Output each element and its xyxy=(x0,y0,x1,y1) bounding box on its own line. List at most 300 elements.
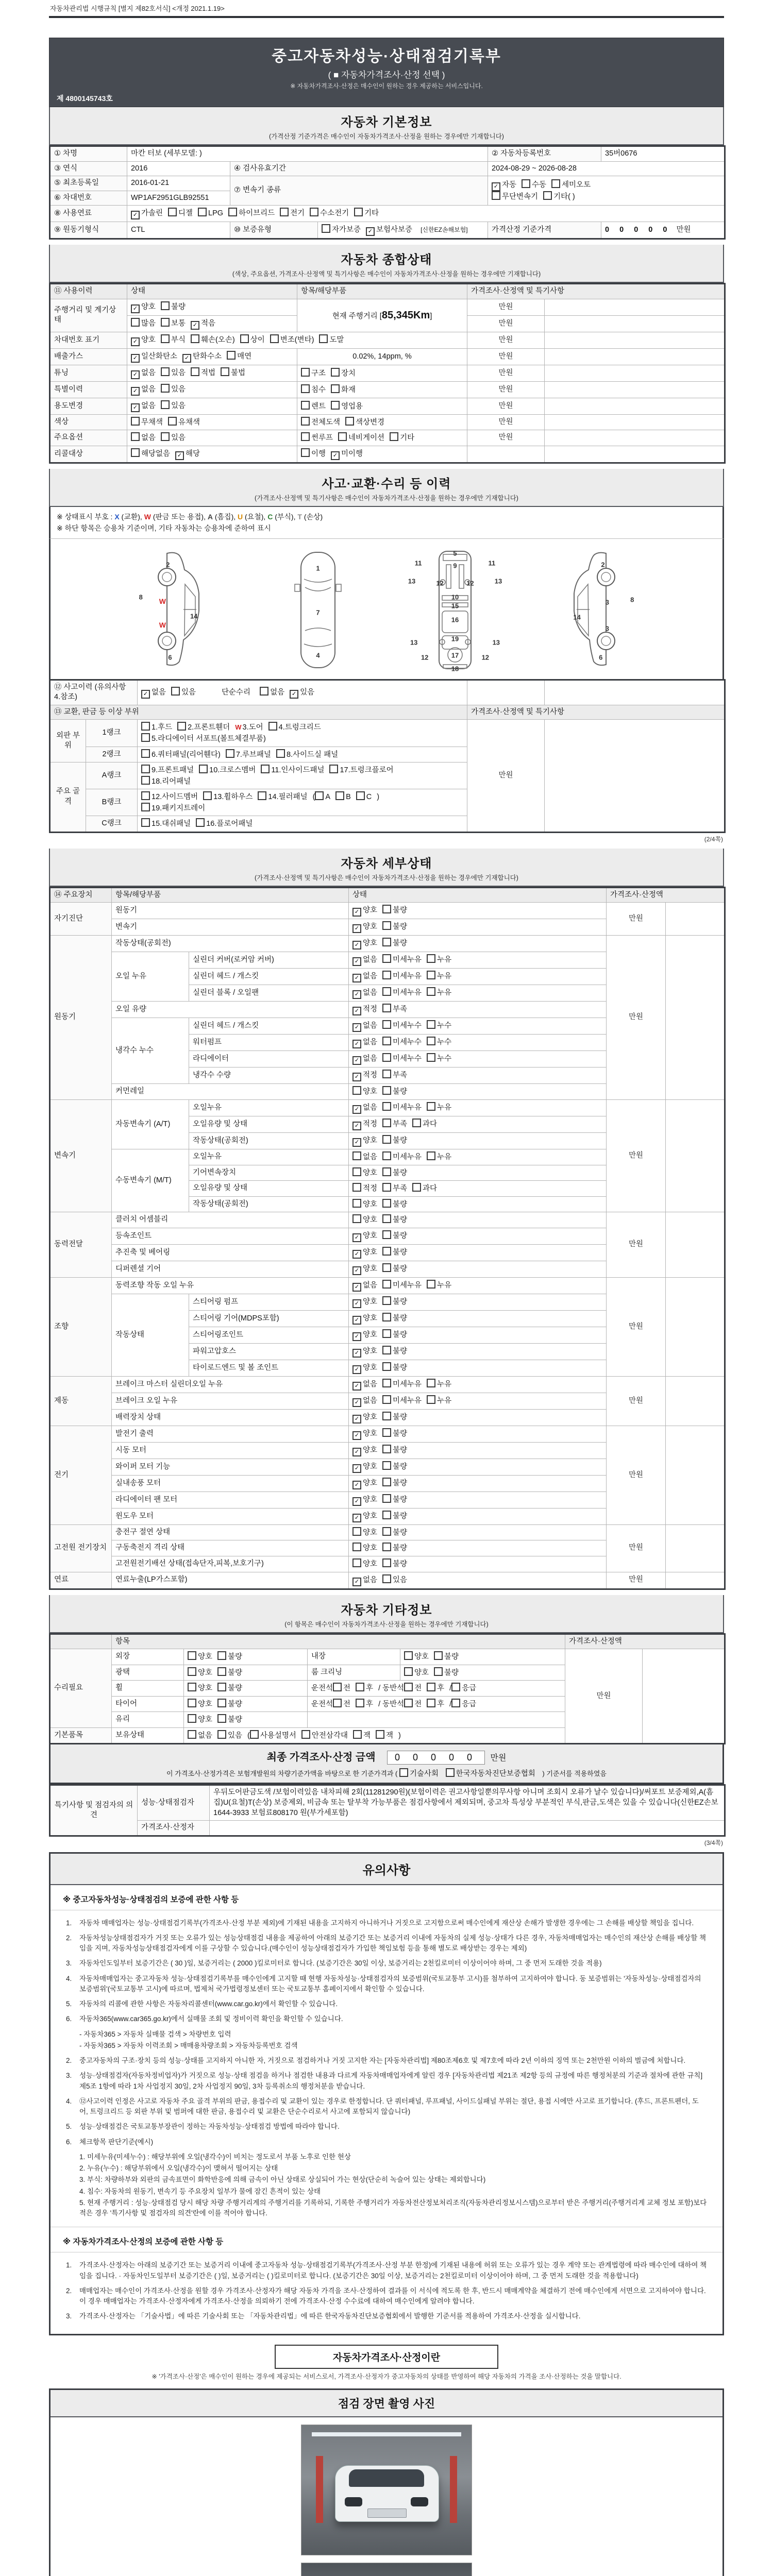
checkbox-option[interactable] xyxy=(188,1730,212,1741)
checkbox-option[interactable] xyxy=(382,1020,422,1031)
checkbox-option[interactable] xyxy=(352,939,377,950)
checkbox-option[interactable] xyxy=(240,334,265,346)
checkbox-option[interactable] xyxy=(301,368,326,379)
checkbox-icon[interactable] xyxy=(301,384,310,393)
checkbox-option[interactable] xyxy=(141,818,191,829)
checkbox-checked-icon[interactable]: ✓ xyxy=(352,1332,361,1341)
checkbox-option[interactable] xyxy=(352,1347,377,1358)
checkbox-option[interactable] xyxy=(141,791,198,803)
checkbox-checked-icon[interactable]: ✓ xyxy=(182,354,191,363)
checkbox-checked-icon[interactable]: ✓ xyxy=(352,1349,361,1358)
checkbox-option[interactable] xyxy=(354,208,379,219)
checkbox-option[interactable] xyxy=(382,921,407,933)
checkbox-option[interactable] xyxy=(382,1230,407,1242)
checkbox-option[interactable] xyxy=(312,791,331,803)
checkbox-option[interactable] xyxy=(352,1495,377,1506)
checkbox-checked-icon[interactable]: ✓ xyxy=(352,1073,361,1081)
checkbox-icon[interactable] xyxy=(226,749,234,758)
checkbox-option[interactable] xyxy=(382,1135,407,1146)
checkbox-option[interactable] xyxy=(203,791,253,803)
checkbox-option[interactable] xyxy=(427,1151,451,1163)
checkbox-option[interactable] xyxy=(412,1183,437,1194)
checkbox-option[interactable] xyxy=(543,191,575,202)
checkbox-icon[interactable] xyxy=(404,1699,413,1707)
checkbox-option[interactable] xyxy=(382,1574,407,1586)
checkbox-icon[interactable] xyxy=(268,722,277,731)
checkbox-checked-icon[interactable]: ✓ xyxy=(131,354,140,363)
checkbox-icon[interactable] xyxy=(141,791,150,800)
checkbox-option[interactable] xyxy=(382,1263,407,1275)
checkbox-option[interactable] xyxy=(356,1699,373,1710)
checkbox-icon[interactable] xyxy=(161,432,170,441)
checkbox-icon[interactable] xyxy=(188,1651,196,1660)
checkbox-checked-icon[interactable]: ✓ xyxy=(290,690,298,699)
checkbox-icon[interactable] xyxy=(434,1667,443,1676)
checkbox-checked-icon[interactable]: ✓ xyxy=(352,957,361,966)
checkbox-option[interactable] xyxy=(331,384,356,396)
checkbox-option[interactable] xyxy=(260,687,284,698)
checkbox-option[interactable] xyxy=(226,749,271,760)
checkbox-option[interactable] xyxy=(382,1313,407,1324)
checkbox-checked-icon[interactable]: ✓ xyxy=(492,182,500,191)
checkbox-option[interactable] xyxy=(427,1379,451,1390)
checkbox-icon[interactable] xyxy=(427,1280,435,1289)
checkbox-icon[interactable] xyxy=(131,448,140,457)
checkbox-option[interactable] xyxy=(434,1667,459,1679)
checkbox-icon[interactable] xyxy=(427,1699,435,1707)
checkbox-option[interactable] xyxy=(227,351,251,362)
checkbox-option[interactable] xyxy=(352,1199,377,1210)
checkbox-option[interactable] xyxy=(382,1004,407,1015)
checkbox-option[interactable] xyxy=(382,1543,407,1554)
checkbox-option[interactable] xyxy=(382,1199,407,1210)
checkbox-option[interactable] xyxy=(171,687,196,698)
checkbox-checked-icon[interactable]: ✓ xyxy=(352,1398,361,1407)
checkbox-icon[interactable] xyxy=(382,987,391,996)
checkbox-icon[interactable] xyxy=(382,1412,391,1420)
checkbox-option[interactable] xyxy=(382,1511,407,1522)
checkbox-option[interactable] xyxy=(382,1445,407,1456)
checkbox-option[interactable] xyxy=(382,1527,407,1538)
checkbox-option[interactable] xyxy=(376,1730,393,1741)
checkbox-icon[interactable] xyxy=(168,208,177,216)
checkbox-icon[interactable] xyxy=(270,334,279,343)
checkbox-option[interactable] xyxy=(427,1020,451,1031)
checkbox-checked-icon[interactable]: ✓ xyxy=(131,211,140,219)
checkbox-icon[interactable] xyxy=(382,1053,391,1062)
checkbox-checked-icon[interactable]: ✓ xyxy=(352,1023,361,1032)
checkbox-icon[interactable] xyxy=(217,1714,226,1723)
checkbox-icon[interactable] xyxy=(382,954,391,963)
checkbox-icon[interactable] xyxy=(382,1494,391,1503)
checkbox-icon[interactable] xyxy=(382,921,391,930)
checkbox-option[interactable] xyxy=(427,971,451,982)
checkbox-option[interactable] xyxy=(366,225,412,236)
checkbox-icon[interactable] xyxy=(198,208,207,216)
checkbox-icon[interactable] xyxy=(382,1346,391,1354)
checkbox-icon[interactable] xyxy=(345,417,354,426)
checkbox-option[interactable] xyxy=(382,1247,407,1258)
checkbox-checked-icon[interactable]: ✓ xyxy=(352,1431,361,1440)
checkbox-option[interactable] xyxy=(352,1527,377,1538)
checkbox-option[interactable] xyxy=(352,1429,377,1440)
checkbox-icon[interactable] xyxy=(217,1667,226,1676)
checkbox-option[interactable] xyxy=(404,1683,422,1694)
checkbox-option[interactable] xyxy=(427,1683,444,1694)
checkbox-checked-icon[interactable]: ✓ xyxy=(131,337,140,346)
checkbox-checked-icon[interactable]: ✓ xyxy=(352,1497,361,1506)
checkbox-checked-icon[interactable]: ✓ xyxy=(352,1250,361,1259)
checkbox-icon[interactable] xyxy=(335,791,344,800)
checkbox-icon[interactable] xyxy=(382,1543,391,1551)
checkbox-option[interactable] xyxy=(352,1446,377,1456)
checkbox-icon[interactable] xyxy=(131,318,140,327)
checkbox-checked-icon[interactable]: ✓ xyxy=(352,1464,361,1473)
checkbox-checked-icon[interactable]: ✓ xyxy=(131,403,140,412)
checkbox-checked-icon[interactable]: ✓ xyxy=(352,1040,361,1048)
checkbox-icon[interactable] xyxy=(301,417,310,426)
checkbox-option[interactable] xyxy=(382,1329,407,1341)
checkbox-option[interactable] xyxy=(141,733,266,744)
checkbox-option[interactable] xyxy=(551,179,591,191)
checkbox-option[interactable] xyxy=(352,1479,377,1489)
checkbox-option[interactable] xyxy=(217,1651,242,1663)
checkbox-icon[interactable] xyxy=(352,1527,361,1536)
checkbox-checked-icon[interactable]: ✓ xyxy=(352,974,361,982)
checkbox-option[interactable] xyxy=(352,1264,377,1275)
checkbox-icon[interactable] xyxy=(352,1558,361,1567)
checkbox-checked-icon[interactable]: ✓ xyxy=(352,1007,361,1015)
checkbox-option[interactable] xyxy=(191,334,235,346)
checkbox-checked-icon[interactable]: ✓ xyxy=(352,1481,361,1489)
checkbox-icon[interactable] xyxy=(382,1151,391,1160)
checkbox-icon[interactable] xyxy=(551,179,560,188)
checkbox-option[interactable] xyxy=(199,765,256,776)
checkbox-icon[interactable] xyxy=(333,1683,342,1691)
checkbox-icon[interactable] xyxy=(382,1102,391,1111)
checkbox-icon[interactable] xyxy=(352,1183,361,1192)
checkbox-checked-icon[interactable]: ✓ xyxy=(352,1415,361,1423)
checkbox-icon[interactable] xyxy=(191,367,199,376)
checkbox-icon[interactable] xyxy=(171,687,180,696)
checkbox-icon[interactable] xyxy=(382,1263,391,1272)
checkbox-icon[interactable] xyxy=(382,1247,391,1256)
checkbox-option[interactable] xyxy=(352,1512,377,1522)
checkbox-icon[interactable] xyxy=(199,765,208,773)
checkbox-icon[interactable] xyxy=(217,1651,226,1660)
checkbox-option[interactable] xyxy=(161,384,186,395)
checkbox-option[interactable] xyxy=(352,1151,377,1163)
checkbox-icon[interactable] xyxy=(382,1527,391,1536)
checkbox-option[interactable] xyxy=(352,1543,377,1554)
checkbox-option[interactable] xyxy=(261,765,324,776)
checkbox-option[interactable] xyxy=(217,1730,242,1741)
checkbox-icon[interactable] xyxy=(329,765,338,773)
checkbox-icon[interactable] xyxy=(188,1667,196,1676)
checkbox-option[interactable] xyxy=(382,1428,407,1439)
checkbox-option[interactable] xyxy=(141,722,172,733)
checkbox-option[interactable] xyxy=(427,1037,451,1048)
checkbox-option[interactable] xyxy=(492,191,538,202)
checkbox-option[interactable] xyxy=(268,722,321,733)
checkbox-option[interactable] xyxy=(131,368,156,379)
checkbox-icon[interactable] xyxy=(203,791,212,800)
checkbox-option[interactable] xyxy=(352,1231,377,1242)
checkbox-icon[interactable] xyxy=(228,208,237,216)
checkbox-icon[interactable] xyxy=(356,1699,364,1707)
checkbox-option[interactable] xyxy=(352,1558,377,1570)
checkbox-option[interactable] xyxy=(382,1494,407,1505)
checkbox-option[interactable] xyxy=(382,1070,407,1081)
checkbox-icon[interactable] xyxy=(404,1683,413,1691)
checkbox-option[interactable] xyxy=(131,318,156,329)
checkbox-option[interactable] xyxy=(217,1667,242,1679)
checkbox-icon[interactable] xyxy=(382,1362,391,1371)
checkbox-option[interactable] xyxy=(141,803,205,814)
checkbox-option[interactable] xyxy=(161,432,186,444)
checkbox-option[interactable] xyxy=(352,988,377,999)
checkbox-option[interactable] xyxy=(131,209,163,219)
checkbox-option[interactable] xyxy=(382,1558,407,1570)
checkbox-option[interactable] xyxy=(382,1214,407,1226)
checkbox-option[interactable] xyxy=(382,1167,407,1179)
checkbox-icon[interactable] xyxy=(382,1574,391,1583)
checkbox-icon[interactable] xyxy=(492,191,500,200)
checkbox-option[interactable] xyxy=(382,1151,422,1163)
checkbox-option[interactable] xyxy=(352,1330,377,1341)
checkbox-option[interactable] xyxy=(188,1683,212,1694)
checkbox-option[interactable] xyxy=(352,1167,377,1179)
checkbox-checked-icon[interactable]: ✓ xyxy=(175,451,184,460)
checkbox-option[interactable] xyxy=(352,1038,377,1048)
checkbox-option[interactable] xyxy=(382,1118,407,1130)
checkbox-option[interactable] xyxy=(141,688,166,699)
checkbox-icon[interactable] xyxy=(261,765,270,773)
checkbox-option[interactable] xyxy=(382,987,422,998)
checkbox-checked-icon[interactable]: ✓ xyxy=(366,227,375,236)
checkbox-icon[interactable] xyxy=(382,905,391,913)
checkbox-option[interactable] xyxy=(301,448,326,460)
checkbox-icon[interactable] xyxy=(250,1730,259,1739)
checkbox-option[interactable] xyxy=(161,318,186,329)
checkbox-icon[interactable] xyxy=(382,1070,391,1078)
checkbox-option[interactable] xyxy=(451,1683,476,1694)
checkbox-option[interactable] xyxy=(188,1667,212,1679)
checkbox-option[interactable] xyxy=(382,1102,422,1113)
checkbox-icon[interactable] xyxy=(301,448,310,457)
checkbox-option[interactable] xyxy=(352,1462,377,1473)
checkbox-option[interactable] xyxy=(382,938,407,949)
checkbox-icon[interactable] xyxy=(221,367,229,376)
checkbox-icon[interactable] xyxy=(161,318,170,327)
checkbox-option[interactable] xyxy=(352,972,377,982)
checkbox-icon[interactable] xyxy=(301,432,310,441)
checkbox-icon[interactable] xyxy=(382,1167,391,1176)
checkbox-icon[interactable] xyxy=(446,1768,455,1777)
checkbox-icon[interactable] xyxy=(352,1151,361,1160)
checkbox-icon[interactable] xyxy=(301,1730,310,1739)
checkbox-icon[interactable] xyxy=(131,432,140,441)
checkbox-icon[interactable] xyxy=(333,1699,342,1707)
checkbox-option[interactable] xyxy=(131,302,156,313)
checkbox-option[interactable] xyxy=(198,208,223,219)
checkbox-option[interactable] xyxy=(353,1730,371,1741)
checkbox-option[interactable] xyxy=(250,1730,296,1741)
checkbox-icon[interactable] xyxy=(451,1683,460,1691)
checkbox-icon[interactable] xyxy=(188,1683,196,1691)
checkbox-icon[interactable] xyxy=(412,1118,421,1127)
checkbox-option[interactable] xyxy=(446,1768,535,1778)
checkbox-option[interactable] xyxy=(352,1248,377,1259)
checkbox-option[interactable] xyxy=(301,417,340,428)
checkbox-icon[interactable] xyxy=(382,971,391,979)
checkbox-checked-icon[interactable]: ✓ xyxy=(352,1578,361,1586)
checkbox-icon[interactable] xyxy=(196,818,205,827)
checkbox-icon[interactable] xyxy=(382,1280,391,1289)
checkbox-icon[interactable] xyxy=(161,301,170,310)
checkbox-option[interactable] xyxy=(352,1054,377,1065)
checkbox-option[interactable] xyxy=(280,208,305,219)
checkbox-option[interactable] xyxy=(434,1651,459,1663)
checkbox-option[interactable] xyxy=(382,1379,422,1390)
checkbox-icon[interactable] xyxy=(141,733,150,742)
checkbox-option[interactable] xyxy=(141,749,221,760)
checkbox-option[interactable] xyxy=(427,1280,451,1291)
checkbox-icon[interactable] xyxy=(168,417,177,426)
checkbox-option[interactable] xyxy=(131,432,156,444)
checkbox-icon[interactable] xyxy=(141,765,150,773)
checkbox-icon[interactable] xyxy=(382,1478,391,1486)
checkbox-checked-icon[interactable]: ✓ xyxy=(131,304,140,313)
checkbox-option[interactable] xyxy=(352,1413,377,1423)
checkbox-option[interactable] xyxy=(404,1699,422,1710)
checkbox-option[interactable] xyxy=(352,1214,377,1226)
checkbox-option[interactable] xyxy=(161,334,186,346)
checkbox-icon[interactable] xyxy=(191,334,199,343)
checkbox-option[interactable] xyxy=(310,208,349,219)
checkbox-icon[interactable] xyxy=(382,1428,391,1437)
checkbox-option[interactable] xyxy=(161,301,186,313)
checkbox-icon[interactable] xyxy=(412,1183,421,1192)
checkbox-option[interactable] xyxy=(522,179,546,191)
checkbox-option[interactable] xyxy=(352,955,377,966)
checkbox-icon[interactable] xyxy=(352,1086,361,1095)
checkbox-option[interactable] xyxy=(356,791,372,803)
checkbox-checked-icon[interactable]: ✓ xyxy=(352,1056,361,1065)
checkbox-icon[interactable] xyxy=(141,803,150,811)
checkbox-option[interactable] xyxy=(382,1053,422,1064)
checkbox-icon[interactable] xyxy=(141,722,150,731)
checkbox-icon[interactable] xyxy=(522,179,530,188)
checkbox-icon[interactable] xyxy=(356,1683,364,1691)
checkbox-icon[interactable] xyxy=(352,1214,361,1223)
checkbox-icon[interactable] xyxy=(427,1395,435,1404)
checkbox-option[interactable] xyxy=(331,368,356,379)
checkbox-option[interactable] xyxy=(356,1683,373,1694)
checkbox-icon[interactable] xyxy=(382,1379,391,1387)
checkbox-option[interactable] xyxy=(352,1314,377,1325)
checkbox-icon[interactable] xyxy=(177,722,186,731)
checkbox-icon[interactable] xyxy=(382,1296,391,1305)
checkbox-icon[interactable] xyxy=(352,1199,361,1208)
checkbox-checked-icon[interactable]: ✓ xyxy=(352,1514,361,1522)
checkbox-checked-icon[interactable]: ✓ xyxy=(352,1365,361,1374)
checkbox-option[interactable] xyxy=(382,1461,407,1472)
checkbox-icon[interactable] xyxy=(427,1037,435,1045)
checkbox-icon[interactable] xyxy=(354,208,363,216)
checkbox-checked-icon[interactable]: ✓ xyxy=(141,690,150,699)
checkbox-checked-icon[interactable]: ✓ xyxy=(352,1233,361,1242)
checkbox-option[interactable] xyxy=(382,905,407,916)
checkbox-checked-icon[interactable]: ✓ xyxy=(352,1122,361,1130)
checkbox-icon[interactable] xyxy=(382,1230,391,1239)
checkbox-icon[interactable] xyxy=(382,1313,391,1321)
checkbox-icon[interactable] xyxy=(427,1102,435,1111)
checkbox-icon[interactable] xyxy=(382,1135,391,1144)
checkbox-option[interactable] xyxy=(352,1183,377,1194)
checkbox-option[interactable] xyxy=(276,749,338,760)
checkbox-icon[interactable] xyxy=(427,971,435,979)
checkbox-option[interactable] xyxy=(492,180,516,191)
checkbox-icon[interactable] xyxy=(404,1651,413,1660)
checkbox-icon[interactable] xyxy=(319,334,328,343)
checkbox-icon[interactable] xyxy=(356,791,365,800)
checkbox-icon[interactable] xyxy=(338,432,347,441)
checkbox-option[interactable] xyxy=(427,1699,444,1710)
checkbox-option[interactable] xyxy=(352,1297,377,1308)
checkbox-icon[interactable] xyxy=(141,776,150,785)
checkbox-option[interactable] xyxy=(131,352,177,363)
checkbox-option[interactable] xyxy=(382,1037,422,1048)
checkbox-option[interactable] xyxy=(404,1667,429,1679)
checkbox-option[interactable] xyxy=(451,1699,476,1710)
checkbox-icon[interactable] xyxy=(399,1768,408,1777)
checkbox-option[interactable] xyxy=(352,1021,377,1032)
checkbox-icon[interactable] xyxy=(161,400,170,409)
checkbox-option[interactable] xyxy=(352,1071,377,1081)
checkbox-option[interactable] xyxy=(188,1699,212,1710)
checkbox-option[interactable] xyxy=(322,224,361,235)
checkbox-icon[interactable] xyxy=(258,791,266,800)
checkbox-icon[interactable] xyxy=(434,1651,443,1660)
checkbox-icon[interactable] xyxy=(131,417,140,426)
checkbox-option[interactable] xyxy=(301,1730,348,1741)
checkbox-checked-icon[interactable]: ✓ xyxy=(352,908,361,917)
checkbox-option[interactable] xyxy=(175,449,200,460)
checkbox-option[interactable] xyxy=(382,1395,422,1406)
checkbox-icon[interactable] xyxy=(322,224,330,233)
checkbox-option[interactable] xyxy=(352,1103,377,1114)
checkbox-icon[interactable] xyxy=(427,1053,435,1062)
checkbox-icon[interactable] xyxy=(382,1214,391,1223)
checkbox-icon[interactable] xyxy=(352,1167,361,1176)
checkbox-icon[interactable] xyxy=(188,1714,196,1723)
checkbox-option[interactable] xyxy=(168,417,200,428)
checkbox-option[interactable] xyxy=(217,1714,242,1725)
checkbox-icon[interactable] xyxy=(382,1086,391,1095)
checkbox-icon[interactable] xyxy=(217,1699,226,1707)
checkbox-icon[interactable] xyxy=(382,1329,391,1338)
checkbox-option[interactable] xyxy=(191,319,215,330)
checkbox-option[interactable] xyxy=(427,1395,451,1406)
checkbox-icon[interactable] xyxy=(161,384,170,393)
checkbox-option[interactable] xyxy=(301,401,326,412)
checkbox-option[interactable] xyxy=(352,906,377,917)
checkbox-icon[interactable] xyxy=(382,1558,391,1567)
checkbox-icon[interactable] xyxy=(382,1511,391,1519)
checkbox-option[interactable] xyxy=(382,1086,407,1097)
checkbox-icon[interactable] xyxy=(161,367,170,376)
